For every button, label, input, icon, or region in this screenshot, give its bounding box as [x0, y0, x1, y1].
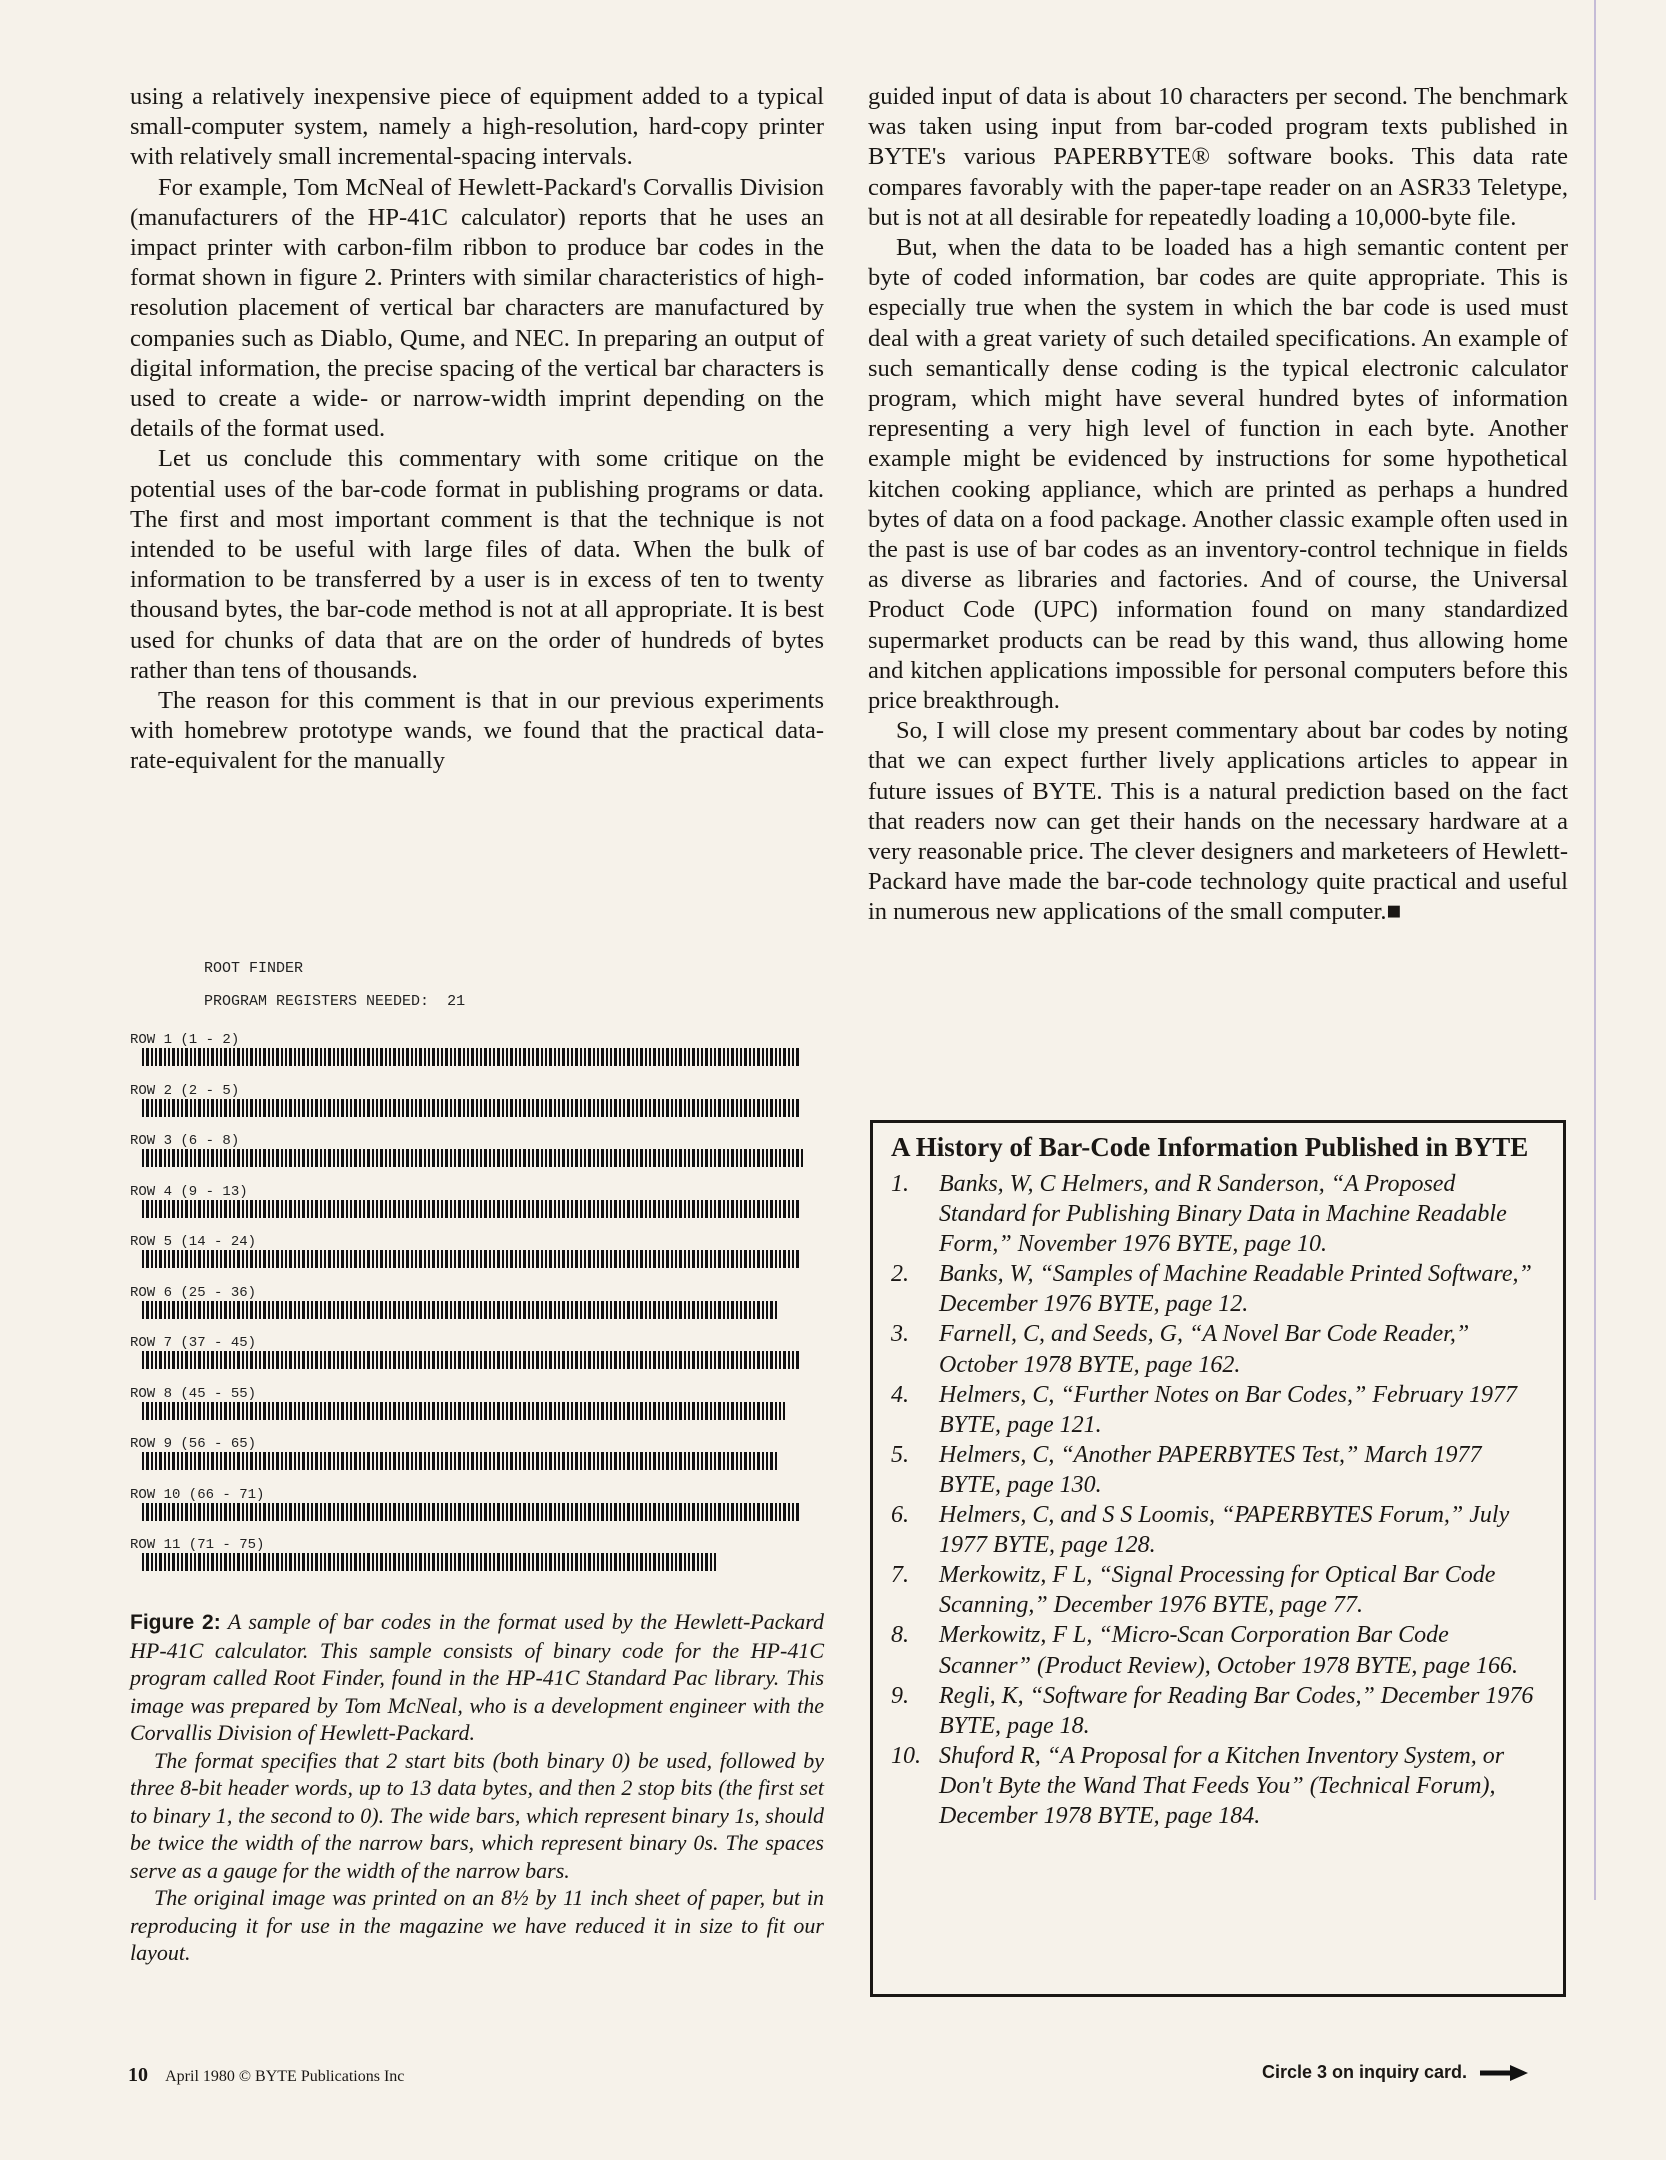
reference-item: [891, 1169, 1545, 1259]
row-label: ROW 1 (1 - 2): [130, 1032, 240, 1048]
reference-text: Shuford R, “A Proposal for a Kitchen Inventory System, or Don't Byte the Wand That Feeds You” (Technical Forum), December 1978 BYTE, page 184.: [939, 1742, 1505, 1829]
bar-code-strip: [142, 1149, 805, 1167]
page-number: 10: [128, 2064, 148, 2086]
reference-item: [891, 1380, 1545, 1440]
bar-code-strip: [142, 1200, 799, 1218]
history-sidebar-box: [870, 1120, 1566, 1997]
reference-text: Helmers, C, and S S Loomis, “PAPERBYTES Forum,” July 1977 BYTE, page 128.: [939, 1502, 1510, 1559]
bar-code-strip: [142, 1503, 799, 1521]
reference-number: 7.: [891, 1562, 909, 1589]
reference-item: [891, 1440, 1545, 1500]
reference-number: 9.: [891, 1682, 909, 1709]
figure-registers-line: [204, 993, 465, 1010]
body-paragraph: guided input of data is about 10 characters per second. The benchmark was taken using input from bar-coded program texts published in BYTE's various PAPERBYTE® software books. This data rate compares favorably with the paper-tape reader on an ASR33 Teletype, but is not at all desirable for repeatedly loading a 10,000-byte file.: [868, 83, 1568, 231]
reference-text: Banks, W, “Samples of Machine Readable Printed Software,” December 1976 BYTE, page 12.: [939, 1261, 1532, 1318]
reference-item: [891, 1319, 1545, 1379]
reference-number: 8.: [891, 1622, 909, 1649]
registers-value: 21: [447, 993, 466, 1010]
reference-item: [891, 1560, 1545, 1620]
row-label: ROW 8 (45 - 55): [130, 1385, 257, 1402]
row-label: ROW 11 (71 - 75): [130, 1537, 265, 1553]
publication-credit: April 1980 © BYTE Publications Inc: [165, 2068, 405, 2085]
reference-item: [891, 1681, 1545, 1741]
bar-code-row: [130, 1335, 810, 1381]
reference-text: Helmers, C, “Another PAPERBYTES Test,” March 1977 BYTE, page 130.: [939, 1441, 1482, 1498]
reference-number: 1.: [891, 1171, 909, 1197]
page-footer-left: [128, 2064, 404, 2087]
reference-text: Farnell, C, and Seeds, G, “A Novel Bar Code Reader,” October 1978 BYTE, page 162.: [939, 1321, 1470, 1378]
reference-text: Banks, W, C Helmers, and R Sanderson, “A Proposed Standard for Publishing Binary Data in Machine Readable Form,” November 1976 BYTE, page 10.: [939, 1171, 1507, 1258]
body-paragraph: The reason for this comment is that in our previous experiments with homebrew prototype wands, we found that the practical data-rate-equivalent for the manually: [130, 687, 824, 775]
history-title: A History of Bar-Code Information Published in BYTE: [891, 1132, 1529, 1162]
inquiry-note: Circle 3 on inquiry card.: [1262, 2062, 1468, 2082]
arrow-right-icon: [1480, 2064, 1530, 2082]
body-paragraph: But, when the data to be loaded has a high semantic content per byte of coded information, bar codes are quite appropriate. This is especially true when the system in which the bar code is used must deal with a great variety of such detailed specifications. An example of such semantically dense coding is the typical electronic calculator program, which might have several hundred bytes of information representing a very high level of function in each byte. Another example might be evidenced by instructions for some hypothetical kitchen cooking appliance, which are printed as perhaps a hundred bytes of data on a food package. Another classic example often used in the past is use of bar codes as an inventory-control technique in fields as diverse as libraries and factories. And of course, the Universal Product Code (UPC) information found on many standardized supermarket products can be read by this wand, thus allowing home and kitchen applications impossible for personal computers before this price breakthrough.: [868, 234, 1568, 715]
reference-number: 10.: [891, 1742, 921, 1769]
row-label: ROW 4 (9 - 13): [130, 1183, 248, 1200]
row-label: ROW 9 (56 - 65): [130, 1436, 257, 1452]
row-label: ROW 6 (25 - 36): [130, 1284, 257, 1301]
reference-number: 3.: [891, 1321, 909, 1348]
bar-code-row: [130, 1436, 810, 1482]
bar-code-strip: [142, 1351, 799, 1369]
reference-text: Merkowitz, F L, “Micro-Scan Corporation Bar Code Scanner” (Product Review), October 1978 BYTE, page 166.: [939, 1622, 1519, 1679]
bar-code-row: [130, 1032, 810, 1078]
row-label: ROW 7 (37 - 45): [130, 1335, 257, 1351]
reference-text: Regli, K, “Software for Reading Bar Codes,” December 1976 BYTE, page 18.: [939, 1682, 1534, 1739]
bar-code-row: [130, 1487, 810, 1533]
margin-rule: [1594, 0, 1596, 1900]
bar-code-row: [130, 1133, 810, 1179]
right-column: [868, 82, 1568, 928]
figure-program-title: ROOT FINDER: [204, 960, 304, 977]
reference-list: [891, 1169, 1545, 1831]
bar-code-row: [130, 1234, 810, 1280]
reference-number: 5.: [891, 1441, 909, 1468]
reference-text: Helmers, C, “Further Notes on Bar Codes,” February 1977 BYTE, page 121.: [939, 1381, 1517, 1438]
end-mark: ■: [1386, 898, 1402, 926]
row-label: ROW 10 (66 - 71): [130, 1486, 265, 1503]
bar-code-row: [130, 1285, 810, 1331]
bar-code-strip: [142, 1250, 799, 1268]
figure-caption: [130, 1608, 824, 1967]
caption-text: A sample of bar codes in the format used by the Hewlett-Packard HP-41C calculator. This sample consists of binary code for the HP-41C program called Root Finder, found in the HP-41C Standard Pac library. This image was prepared by Tom McNeal, who is a development engineer with the Corvallis Division of Hewlett-Packard.: [130, 1609, 824, 1745]
row-label: ROW 5 (14 - 24): [130, 1234, 257, 1250]
bar-code-strip: [142, 1301, 779, 1319]
caption-label: Figure 2:: [130, 1611, 221, 1634]
reference-item: [891, 1741, 1545, 1831]
body-paragraph: For example, Tom McNeal of Hewlett-Packard's Corvallis Division (manufacturers of the HP-41C calculator) reports that he uses an impact printer with carbon-film ribbon to produce bar codes in the format shown in figure 2. Printers with similar characteristics of high-resolution placement of vertical bar characters are manufactured by companies such as Diablo, Qume, and NEC. In preparing an output of digital information, the precise spacing of the vertical bar characters is used to create a wide- or narrow-width imprint depending on the details of the format used.: [130, 173, 824, 443]
caption-text: The original image was printed on an 8½ by 11 inch sheet of paper, but in reproducing it for use in the magazine we have reduced it in size to fit our layout.: [130, 1885, 824, 1965]
body-paragraph: Let us conclude this commentary with some critique on the potential uses of the bar-code format in publishing programs or data. The first and most important comment is that the technique is not intended to be useful with large files of data. When the bulk of information to be transferred by a user is in excess of ten to twenty thousand bytes, the bar-code method is not at all appropriate. It is best used for chunks of data that are on the order of hundreds of bytes rather than tens of thousands.: [130, 445, 824, 684]
left-column: [130, 82, 824, 777]
caption-text: The format specifies that 2 start bits (both binary 0) be used, followed by three 8-bit header words, up to 13 data bytes, and then 2 stop bits (the first set to binary 1, the second to 0). The wide bars, which represent binary 1s, should be twice the width of the narrow bars, which represent binary 0s. The spaces serve as a gauge for the width of the narrow bars.: [130, 1747, 824, 1883]
bar-code-row: [130, 1537, 810, 1583]
row-label: ROW 2 (2 - 5): [130, 1082, 240, 1099]
bar-code-row: [130, 1184, 810, 1230]
bar-code-strip: [142, 1402, 785, 1420]
bar-code-strip: [142, 1048, 799, 1066]
reference-number: 2.: [891, 1261, 909, 1288]
registers-label: PROGRAM REGISTERS NEEDED:: [204, 993, 430, 1010]
reference-number: 6.: [891, 1502, 909, 1529]
reference-item: [891, 1500, 1545, 1560]
bar-code-row: [130, 1386, 810, 1432]
body-paragraph: [868, 716, 1568, 927]
row-label: ROW 3 (6 - 8): [130, 1133, 240, 1149]
closing-text: So, I will close my present commentary about bar codes by noting that we can expect further lively applications articles to appear in future issues of BYTE. This is a natural prediction based on the fact that readers now can get their hands on the necessary hardware at a very reasonable price. The clever designers and marketeers of Hewlett-Packard have made the bar-code technology quite practical and useful in numerous new applications of the small computer.: [868, 717, 1568, 926]
page-footer-right: [1262, 2062, 1530, 2083]
bar-code-strip: [142, 1452, 779, 1470]
reference-item: [891, 1259, 1545, 1319]
bar-code-strip: [142, 1099, 799, 1117]
bar-code-row: [130, 1083, 810, 1129]
bar-code-strip: [142, 1553, 718, 1571]
reference-number: 4.: [891, 1381, 909, 1408]
body-paragraph: using a relatively inexpensive piece of equipment added to a typical small-computer system, namely a high-resolution, hard-copy printer with relatively small incremental-spacing intervals.: [130, 83, 824, 171]
reference-item: [891, 1620, 1545, 1680]
reference-text: Merkowitz, F L, “Signal Processing for Optical Bar Code Scanning,” December 1976 BYTE, page 77.: [939, 1562, 1496, 1619]
